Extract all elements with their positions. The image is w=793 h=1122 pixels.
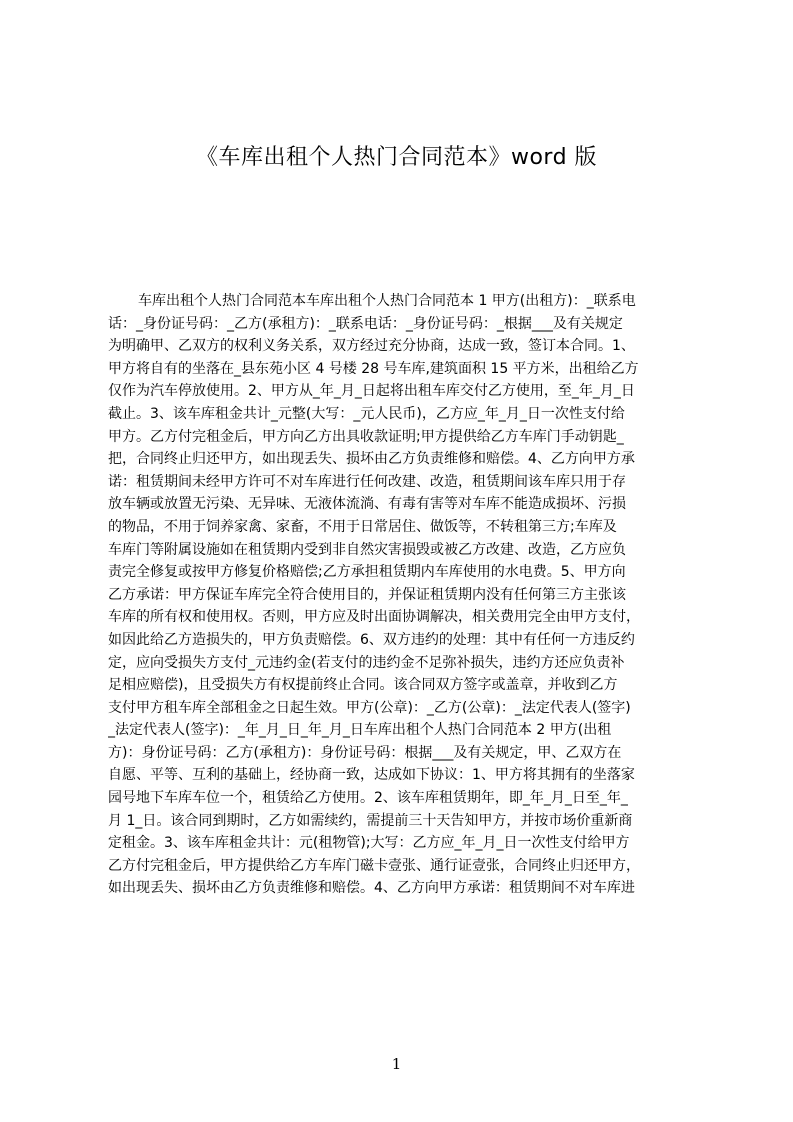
body-line: 乙方付完租金后，甲方提供给乙方车库门磁卡壹张、通行证壹张，合同终止归还甲方， [108,857,640,874]
body-line: 把，合同终止归还甲方，如出现丢失、损坏由乙方负责维修和赔偿。4、乙方向甲方承 [108,451,635,468]
body-line: 自愿、平等、互利的基础上，经协商一致，达成如下协议：1、甲方将其拥有的坐落家 [108,767,635,784]
body-line: 车库门等附属设施如在租赁期内受到非自然灾害损毁或被乙方改建、改造，乙方应负 [108,541,626,558]
body-line: 甲方。乙方付完租金后，甲方向乙方出具收款证明;甲方提供给乙方车库门手动钥匙_ [108,428,624,445]
page-number: 1 [391,1055,402,1073]
body-line: 放车辆或放置无污染、无异味、无液体流淌、有毒有害等对车库不能造成损坏、污损 [108,496,626,513]
body-line: 甲方将自有的坐落在_县东苑小区 4 号楼 28 号车库,建筑面积 15 平方米，出租给乙方 [108,360,639,377]
body-line: 定，应向受损失方支付_元违约金(若支付的违约金不足弥补损失，违约方还应负责补 [108,654,625,671]
body-line: 如出现丢失、损坏由乙方负责维修和赔偿。4、乙方向甲方承诺：租赁期间不对车库进 [108,880,635,897]
body-line: 如因此给乙方造损失的，甲方负责赔偿。6、双方违约的处理：其中有任何一方违反约 [108,631,635,648]
body-line: 足相应赔偿)，且受损失方有权提前终止合同。该合同双方签字或盖章，并收到乙方 [108,677,618,694]
body-line: 车库的所有权和使用权。否则，甲方应及时出面协调解决，相关费用完全由甲方支付， [108,609,640,626]
document-body [108,290,698,1014]
body-line: 定租金。3、该车库租金共计：元(租物管);大写：乙方应_年_月_日一次性支付给甲方 [108,835,630,852]
body-line: 园号地下车库车位一个，租赁给乙方使用。2、该车库租赁期年，即_年_月_日至_年_ [108,790,628,807]
body-line: 仅作为汽车停放使用。2、甲方从_年_月_日起将出租车库交付乙方使用，至_年_月_日 [108,383,635,400]
body-line: _法定代表人(签字)：_年_月_日_年_月_日车库出租个人热门合同范本 2 甲方(出租 [108,722,612,739]
body-line: 责完全修复或按甲方修复价格赔偿;乙方承担租赁期内车库使用的水电费。5、甲方向 [108,564,626,581]
body-line: 截止。3、该车库租金共计_元整(大写：_元人民币)，乙方应_年_月_日一次性支付给 [108,405,625,422]
body-line: 支付甲方租车库全部租金之日起生效。甲方(公章)：_乙方(公章)：_法定代表人(签字) [108,699,631,716]
body-line: 诺：租赁期间未经甲方许可不对车库进行任何改建、改造，租赁期间该车库只用于存 [108,473,626,490]
body-line: 的物品，不用于饲养家禽、家畜，不用于日常居住、做饭等，不转租第三方;车库及 [108,518,617,535]
body-line: 车库出租个人热门合同范本车库出租个人热门合同范本 1 甲方(出租方)：_联系电 [138,293,636,309]
body-line: 月 1_日。该合同到期时，乙方如需续约，需提前三十天告知甲方，并按市场价重新商 [108,812,633,829]
body-line: 话：_身份证号码：_乙方(承租方)：_联系电话：_身份证号码：_根据___及有关规定 [108,315,623,332]
body-line: 为明确甲、乙双方的权利义务关系，双方经过充分协商，达成一致，签订本合同。1、 [108,338,635,355]
document-title: 《车库出租个人热门合同范本》word 版 [195,145,598,170]
body-line: 乙方承诺：甲方保证车库完全符合使用目的，并保证租赁期内没有任何第三方主张该 [108,586,626,603]
body-line: 方)：身份证号码：乙方(承租方)：身份证号码：根据___及有关规定，甲、乙双方在 [108,744,622,761]
